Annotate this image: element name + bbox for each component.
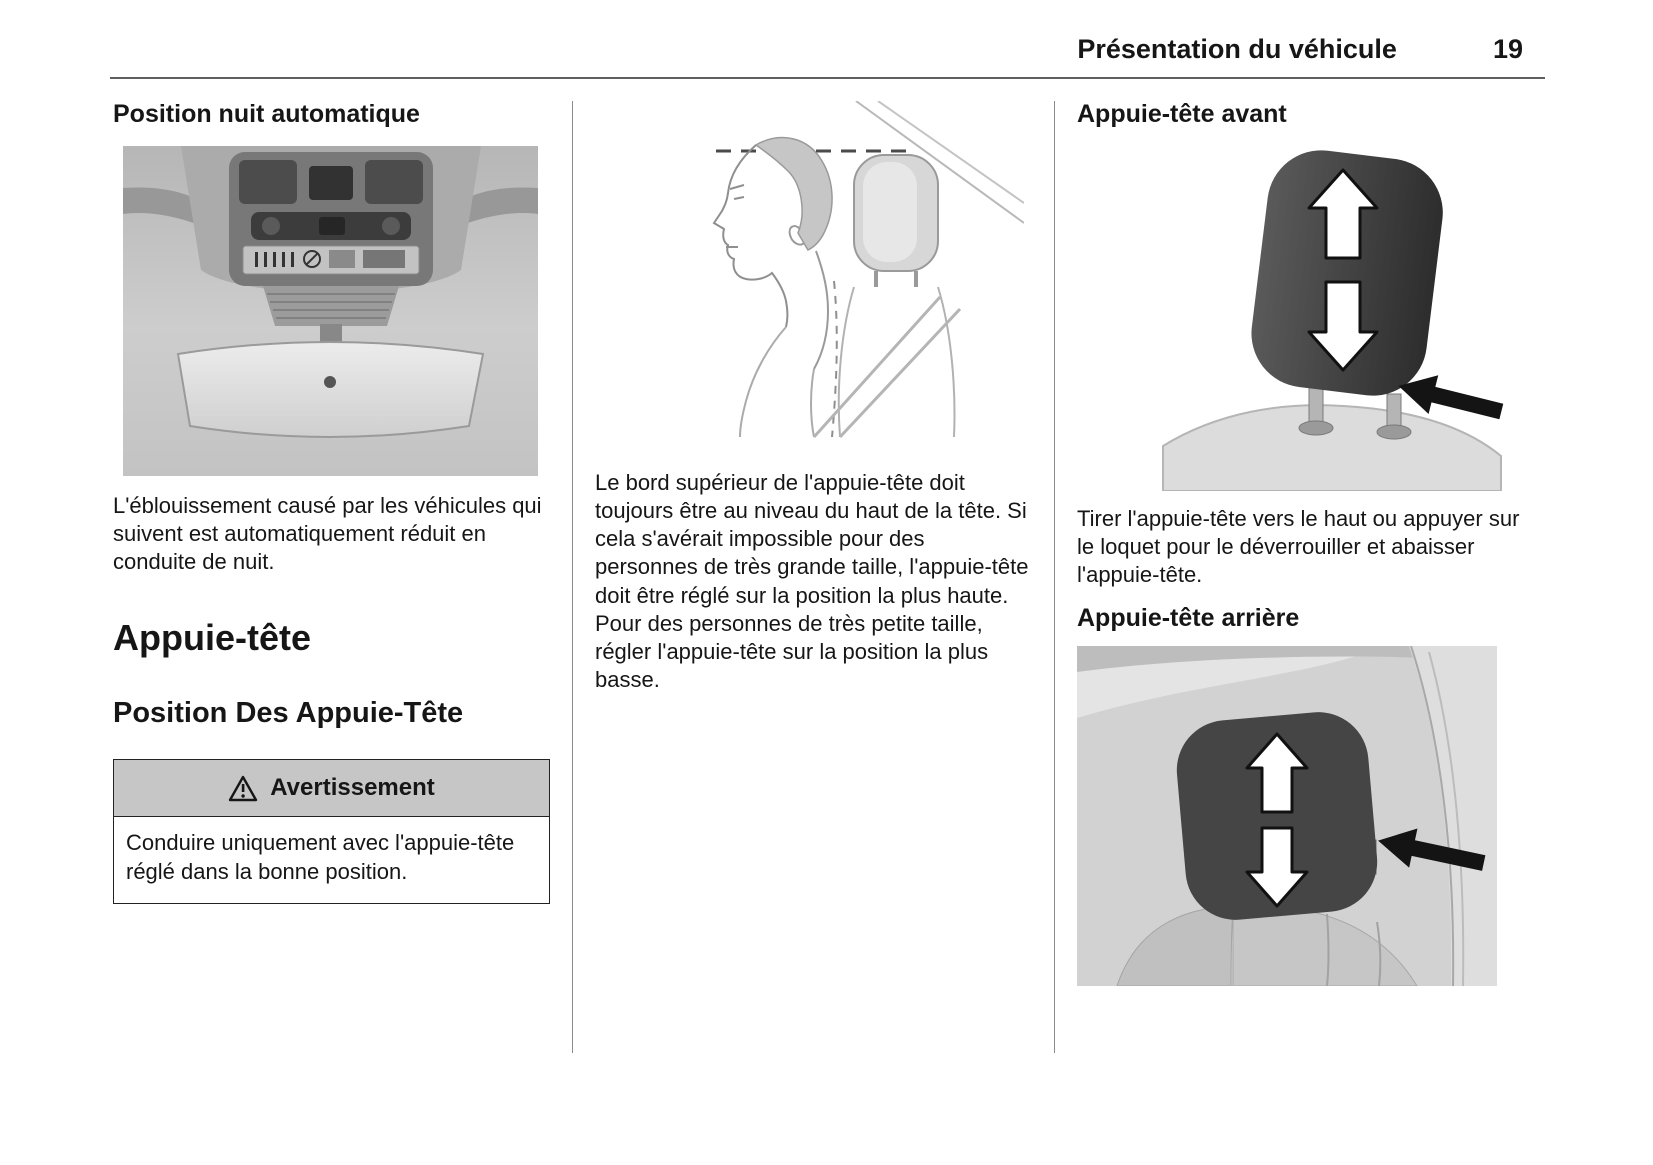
headrest-position-text: Le bord supérieur de l'appuie-tête doit toujours être au niveau du haut de la tête. Si cela s'avérait impossible pour des personnes de très grande taille, l'appuie-tête doit être réglé sur la position la plus haute. Pour des personnes de très petite taille, régler l'appuie-tête sur la position la plus basse. [595,470,1029,693]
page-number: 19 [1492,34,1523,64]
warning-title: Avertissement [270,774,435,802]
warning-header [114,760,549,817]
warning-text: Conduire uniquement avec l'appuie-tête réglé dans la bonne position. [114,817,549,902]
rear-headrest-illustration [1077,646,1539,986]
front-headrest-graphic [1103,146,1513,491]
rearview-mirror-graphic [123,146,538,476]
column-divider-1 [572,101,573,1053]
heading-appuie-tete: Appuie-tête [113,616,311,658]
headrest-position-illustration [595,101,1032,439]
section-heading-rear-headrest: Appuie-tête arrière [1077,603,1300,632]
chapter-title: Présentation du véhicule [1077,34,1397,64]
headrest-position-graphic [604,101,1024,439]
column-divider-2 [1054,101,1055,1053]
column-1 [113,101,550,904]
front-headrest-text: Tirer l'appuie-tête vers le haut ou appuyer sur le loquet pour le déverrouiller et abaisser l'appuie-tête. [1077,505,1520,587]
night-position-text: L'éblouissement causé par les véhicules qui suivent est automatiquement réduit en conduite de nuit. [113,492,542,574]
content-columns [0,79,1653,1053]
seat-top [1163,405,1501,491]
section-heading-night-position: Position nuit automatique [113,100,420,128]
rearview-mirror-illustration [123,146,550,476]
section-heading-front-headrest: Appuie-tête avant [1077,100,1287,128]
heading-position-appuie-tete: Position Des Appuie-Tête [113,696,464,729]
column-2 [595,101,1032,694]
page-header [0,0,1653,65]
column-3 [1077,101,1539,986]
warning-triangle-icon [228,775,258,802]
rear-headrest-graphic [1077,646,1497,986]
warning-box [113,759,550,903]
front-headrest-illustration [1077,146,1539,491]
